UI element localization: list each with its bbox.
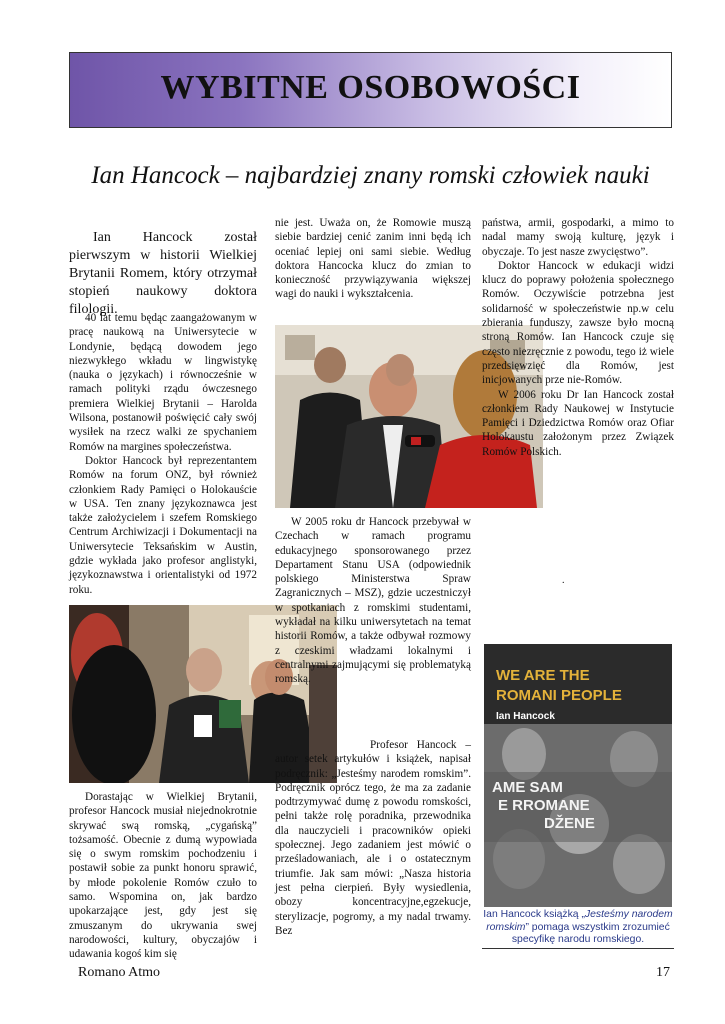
cover-romani-line3: DŽENE — [544, 815, 595, 832]
paragraph: nie jest. Uważa on, że Romowie muszą siebie bardziej cenić zanim inni będą ich oceniać lepiej oni sami siebie. Według doktora Hancocka klucz do zmian to konieczność przywiązywania większej wagi do nauki i wykształcenia. — [275, 217, 471, 301]
paragraph: Dorastając w Wielkiej Brytanii, profesor Hancock musiał niejednokrotnie skrywać swą romską, „cygańską” tożsamość. Obecnie z dumą wypowiada się o swym romskim pochodzeniu i postawił sobie za punkt honoru sprawić, by młode pokolenie Romów czuło to samo. Wspomina on, jak bardzo upokarzające jest, gdy jest się zmuszanym do ukrywania swej narodowości, kultury, obyczajów i udawania kogoś kim się — [69, 791, 257, 961]
article-title: Ian Hancock – najbardziej znany romski człowiek nauki — [91, 162, 650, 189]
cover-title-line1: WE ARE THE — [496, 667, 590, 684]
footer-page-number: 17 — [656, 965, 670, 980]
paragraph: W 2006 roku Dr Ian Hancock został członkiem Rady Naukowej w Instytucie Pamięci i Dziedzictwa Romów oraz Ofiar Holokaustu założonym przez Związek Romów Polskich. — [482, 388, 674, 458]
column-2-middle — [275, 515, 471, 687]
section-title: WYBITNE OSOBOWOŚCI — [160, 69, 581, 106]
cover-romani-line1: AME SAM — [492, 779, 563, 796]
paragraph: Profesor Hancock – autor setek artykułów i książek, napisał podręcznik: „Jesteśmy narodem romskim”. Podręcznik oprócz tego, że ma za zadanie podtrzymywać dumę z powodu romskości, pełni także rolę poradnika, przewodnika dla nauczycieli i pracowników opieki społecznej. Jego zadaniem jest mówić o prześladowaniach, ale i o ostatecznym triumfie. Jak sam mówi: „Nasza historia jest pełna cierpień. Były wysiedlenia, obozy koncentracyjne,egzekucje, sterylizacje, pogromy, a my nadal trwamy. Bez — [275, 739, 471, 937]
cover-title-line2: ROMANI PEOPLE — [496, 687, 622, 704]
caption-divider — [482, 948, 674, 949]
stray-dot: . — [562, 575, 565, 586]
book-cover — [484, 644, 672, 907]
caption-book-title: Jesteśmy narodem romskim — [486, 909, 673, 933]
cover-romani-line2: E RROMANE — [498, 797, 590, 814]
caption-post: ” pomaga wszystkim zrozumieć specyfikę narodu romskiego. — [511, 921, 670, 946]
paragraph: 40 lat temu będąc zaangażowanym w pracę naukową na Uniwersytecie w Londynie, będącą dowodem jego niezwykłego wkładu w lingwistykę (nauka o językach) i równocześnie w ramach polityki rządu ówczesnego premiera Wielkiej Brytanii – Harolda Wilsona, postanowił poświęcić cały swój wysiłek na rzecz walki ze spychaniem Romów na margines społeczeństwa. — [69, 312, 257, 453]
paragraph: W 2005 roku dr Hancock przebywał w Czechach w ramach programu edukacyjnego sponsorowanego przez Departament Stanu USA (odpowiednik polskiego Ministerstwa Spraw Zagranicznych – MSZ), gdzie uczestniczył w spotkaniach z romskimi studentami, wykładał na kilku uniwersytetach na temat historii Romów, a także odbywał rozmowy z czeskimi władzami lokalnymi i centralnymi zajmującymi się problematyką romską. — [275, 516, 471, 686]
paragraph: państwa, armii, gospodarki, a mimo to nadal mamy swoją kulturę, język i obyczaje. To jest nasze zwycięstwo”. — [482, 217, 674, 258]
column-2-top — [275, 216, 471, 302]
section-banner — [69, 52, 672, 128]
caption-pre: Ian Hancock książką „ — [483, 909, 585, 920]
article-lead — [69, 229, 257, 319]
footer-magazine-name: Romano Atmo — [78, 965, 161, 980]
column-2-bottom — [275, 738, 471, 938]
cover-author: Ian Hancock — [496, 711, 555, 722]
lead-paragraph: Ian Hancock został pierwszym w historii Wielkiej Brytanii Romem, który otrzymał stopień naukowy doktora filologii. — [69, 230, 257, 317]
column-3 — [482, 216, 674, 459]
paragraph: Doktor Hancock był reprezentantem Romów na forum ONZ, był również członkiem Rady Pamięci o Holokauście w USA. Ten znany językoznawca jest także założycielem i szefem Romskiego Centrum Archiwizacji i Dokumentacji na Uniwersytecie Teksańskim w Austin, gdzie wykłada jako profesor anglistyki, językoznawstwa i orientalistyki od 1972 roku. — [69, 454, 257, 596]
column-1-top — [69, 311, 257, 597]
column-1-bottom — [69, 790, 257, 962]
paragraph: Doktor Hancock w edukacji widzi klucz do poprawy położenia społecznego Romów. Oczywiście potrzebna jest solidarność w społeczeństwie np.w celu zbierania funduszy, zawsze było mocną stroną Romów. Ian Hancock czuje się często niezręcznie z powodu, tego iż wiele przedsięwzięć dla Romów, jest inicjowanych prze nie-Romów. — [482, 259, 674, 387]
book-caption — [482, 909, 674, 947]
